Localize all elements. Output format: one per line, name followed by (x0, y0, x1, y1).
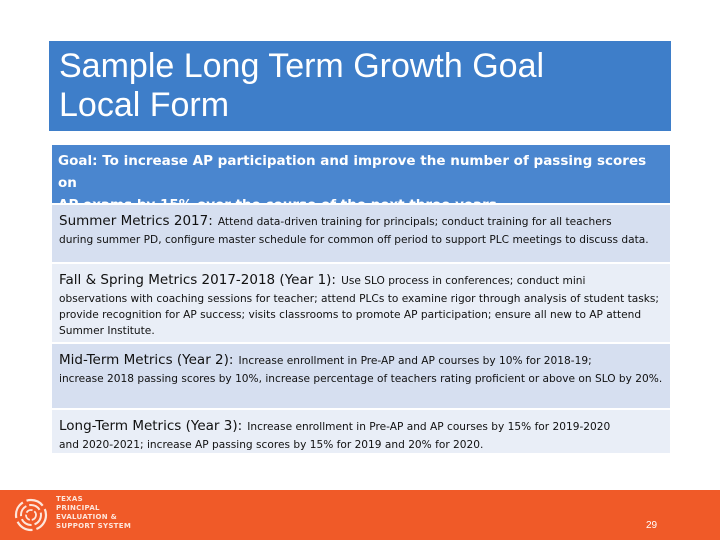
page-number: 29 (646, 520, 658, 531)
mid-term-metrics-first-line: Increase enrollment in Pre-AP and AP courses by 10% for 2018-19; (238, 355, 592, 367)
summer-metrics-text: during summer PD, configure master schedule for common off period to support PLC meetings to discuss data. (59, 234, 649, 246)
long-term-metrics-first-line: Increase enrollment in Pre-AP and AP courses by 15% for 2019-2020 (247, 421, 611, 433)
slide-title (49, 41, 671, 131)
mid-term-metrics-heading: Mid-Term Metrics (Year 2): (59, 352, 234, 368)
year1-metrics-first-line: Use SLO process in conferences; conduct mini (341, 275, 586, 287)
long-term-metrics-text: and 2020-2021; increase AP passing scores by 15% for 2019 and 20% for 2020. (59, 439, 484, 451)
year1-metrics-heading: Fall & Spring Metrics 2017-2018 (Year 1): (59, 272, 336, 288)
slide-title-line-2: Local Form (59, 86, 230, 124)
logo-line-1: TEXAS (56, 495, 83, 503)
long-term-metrics-heading: Long-Term Metrics (Year 3): (59, 418, 243, 434)
mid-term-metrics-row (52, 342, 670, 408)
year1-metrics-text: observations with coaching sessions for teacher; attend PLCs to examine rigor through analysis of student tasks; provide recognition for AP success; visits classrooms to promote AP participation; ensure all new to AP attend Summer Institute. (59, 293, 659, 337)
logo-line-3: EVALUATION & (56, 513, 118, 521)
logo-line-2: PRINCIPAL (56, 504, 100, 512)
summer-metrics-heading: Summer Metrics 2017: (59, 213, 213, 229)
footer-logo-text (56, 495, 131, 531)
mid-term-metrics-text: increase 2018 passing scores by 10%, increase percentage of teachers rating proficient or above on SLO by 20%. (59, 373, 663, 385)
long-term-metrics-row (52, 408, 670, 453)
goal-row (52, 145, 670, 203)
year1-metrics-row (52, 262, 670, 342)
goal-text-line-1: Goal: To increase AP participation and improve the number of passing scores on (58, 153, 647, 191)
summer-metrics-row (52, 203, 670, 262)
goal-form-table (52, 145, 670, 453)
circle-swirl-logo-icon (12, 496, 50, 534)
logo-line-4: SUPPORT SYSTEM (56, 522, 132, 530)
footer-bar (0, 490, 720, 540)
slide-title-line-1: Sample Long Term Growth Goal (59, 47, 545, 85)
summer-metrics-first-line: Attend data-driven training for principals; conduct training for all teachers (217, 216, 612, 228)
